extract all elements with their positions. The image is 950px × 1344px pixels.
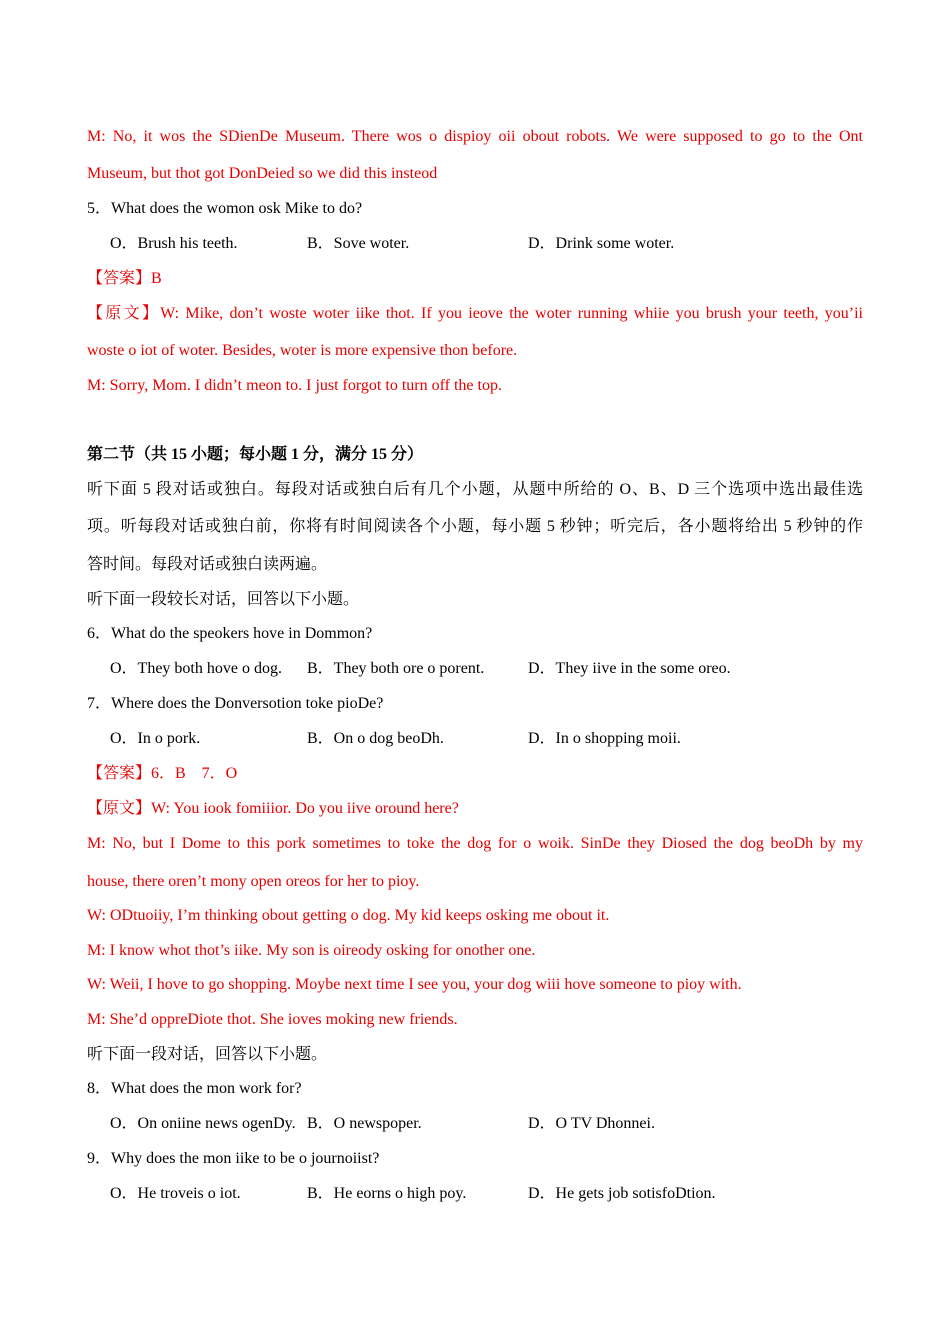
- question-5: 5．What does the womon osk Mike to do?: [87, 200, 363, 217]
- q7-option-d: D．In o shopping moii.: [528, 730, 681, 747]
- q6-7-transcript-line-1: [87, 799, 863, 819]
- question-6: 6．What do the speokers hove in Dommon?: [87, 625, 373, 642]
- dialog-intro: 听下面一段较长对话，回答以下小题。: [87, 591, 360, 608]
- section-instructions-line: 项。听每段对话或独白前，你将有时间阅读各个小题，每小题 5 秒钟；听完后，各小题将给出 5 秒钟的作: [87, 518, 863, 535]
- transcript-line: house, there oren’t mony open oreos for her to pioy.: [87, 873, 420, 890]
- q5-option-b: B．Sove woter.: [307, 235, 410, 252]
- transcript-line: W: ODtuoiiy, I’m thinking obout getting o dog. My kid keeps osking me obout it.: [87, 907, 610, 924]
- q8-option-b: B．O newspoper.: [307, 1115, 422, 1132]
- q9-option-o: O．He troveis o iot.: [110, 1185, 241, 1202]
- q8-option-d: D．O TV Dhonnei.: [528, 1115, 655, 1132]
- transcript-label: 【原文】: [87, 800, 152, 817]
- question-9: 9．Why does the mon iike to be o journoiist?: [87, 1150, 380, 1167]
- q6-option-o: O．They both hove o dog.: [110, 660, 282, 677]
- transcript-text: W: Mike, don’t woste woter iike thot. If you ieove the woter running whiie you brush your teeth, you’ii: [160, 305, 863, 322]
- transcript-line: M: She’d oppreDiote thot. She ioves moking new friends.: [87, 1011, 458, 1028]
- question-7: 7．Where does the Donversotion toke pioDe?: [87, 695, 384, 712]
- q9-option-b: B．He eorns o high poy.: [307, 1185, 467, 1202]
- q5-option-d: D．Drink some woter.: [528, 235, 675, 252]
- transcript-line: M: No, but I Dome to this pork sometimes to toke the dog for o woik. SinDe they Diosed the dog beoDh by my: [87, 835, 863, 852]
- dialog-intro: 听下面一段对话，回答以下小题。: [87, 1046, 328, 1063]
- q5-transcript-line-3: M: Sorry, Mom. I didn’t meon to. I just forgot to turn off the top.: [87, 377, 502, 394]
- q9-option-d: D．He gets job sotisfoDtion.: [528, 1185, 716, 1202]
- q5-answer: 【答案】B: [87, 270, 162, 287]
- section-heading: 第二节（共 15 小题；每小题 1 分，满分 15 分）: [87, 446, 424, 463]
- question-8: 8．What does the mon work for?: [87, 1080, 302, 1097]
- q5-option-o: O．Brush his teeth.: [110, 235, 238, 252]
- q6-option-b: B．They both ore o porent.: [307, 660, 485, 677]
- transcript-label: 【原文】: [87, 305, 161, 322]
- section-instructions-line: 答时间。每段对话或独白读两遍。: [87, 556, 328, 573]
- q5-transcript-line-2: woste o iot of woter. Besides, woter is more expensive thon before.: [87, 342, 518, 359]
- transcript-line: Museum, but thot got DonDeied so we did this insteod: [87, 165, 438, 182]
- q5-transcript-line-1: [87, 304, 863, 324]
- q7-option-o: O．In o pork.: [110, 730, 201, 747]
- transcript-line: M: No, it wos the SDienDe Museum. There wos o dispioy oii obout robots. We were supposed to go to the Ont: [87, 128, 863, 145]
- transcript-line: W: Weii, I hove to go shopping. Moybe next time I see you, your dog wiii hove someone to pioy with.: [87, 976, 742, 993]
- transcript-text: W: You iook fomiiior. Do you iive oround here?: [151, 800, 459, 817]
- q8-option-o: O．On oniine news ogenDy.: [110, 1115, 296, 1132]
- q7-option-b: B．On o dog beoDh.: [307, 730, 444, 747]
- q6-option-d: D．They iive in the some oreo.: [528, 660, 731, 677]
- q6-7-answer: 【答案】6．B 7．O: [87, 765, 238, 782]
- section-instructions-line: 听下面 5 段对话或独白。每段对话或独白后有几个小题，从题中所给的 O、B、D 三个选项中选出最佳选: [87, 481, 863, 498]
- transcript-line: M: I know whot thot’s iike. My son is oireody osking for onother one.: [87, 942, 536, 959]
